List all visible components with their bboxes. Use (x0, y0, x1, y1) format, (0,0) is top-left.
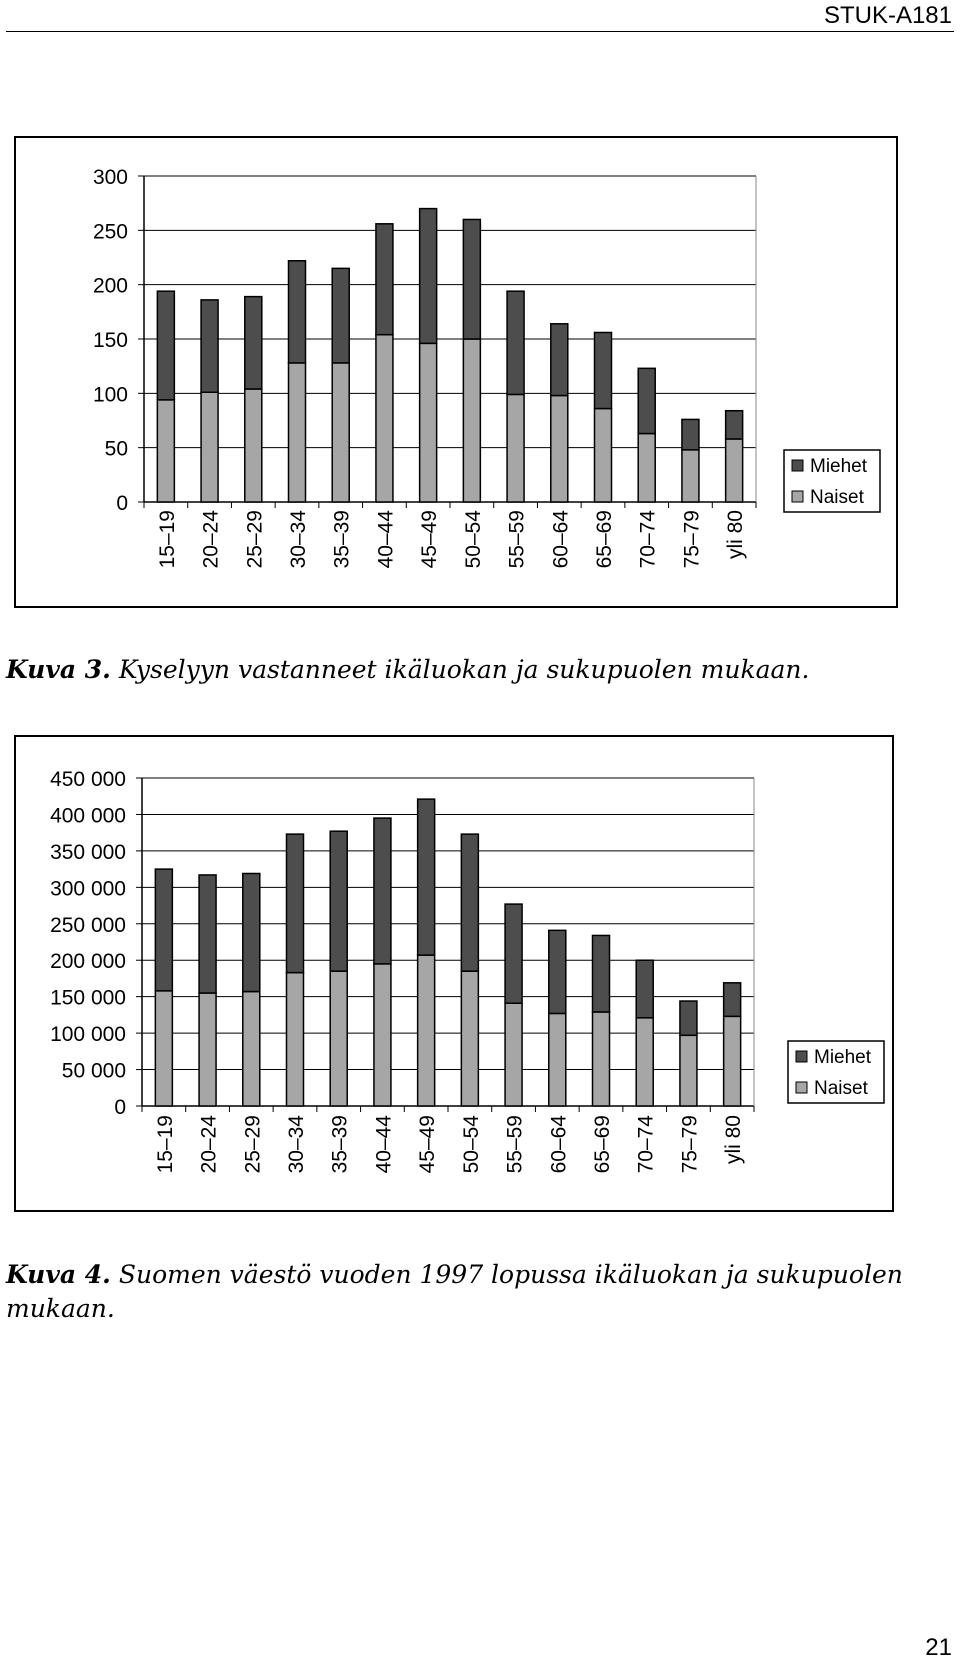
chart-respondents-svg (16, 138, 896, 606)
bar-miehet (420, 209, 437, 344)
caption-4-text: Suomen väestö vuoden 1997 lopussa ikäluokan ja sukupuolen mukaan. (6, 1260, 903, 1323)
legend-label-miehet: Miehet (810, 456, 868, 477)
bar-naiset (157, 400, 174, 502)
x-tick-label: 50–54 (459, 1115, 483, 1174)
bar-miehet (595, 332, 612, 408)
legend-label-miehet: Miehet (814, 1047, 872, 1068)
bar-miehet (289, 261, 306, 363)
bar-naiset (505, 1003, 522, 1106)
caption-figure-3 (6, 653, 946, 687)
y-tick-label: 250 (92, 220, 128, 244)
x-tick-label: 30–34 (287, 510, 310, 569)
x-tick-label: 65–69 (593, 510, 616, 569)
bar-naiset (418, 955, 435, 1106)
bar-naiset (201, 392, 218, 502)
y-tick-label: 150 (92, 329, 128, 352)
header-rule (6, 31, 954, 32)
x-tick-label: 20–24 (197, 1115, 221, 1174)
x-tick-label: 60–64 (549, 510, 573, 569)
x-tick-label: 40–44 (372, 1115, 396, 1174)
y-tick-label: 400 000 (50, 804, 126, 828)
bar-naiset (551, 396, 568, 502)
bar-naiset (682, 450, 699, 502)
bar-miehet (418, 799, 435, 955)
bar-naiset (243, 992, 260, 1106)
y-tick-label: 200 (92, 274, 128, 298)
bar-miehet (463, 219, 480, 339)
y-tick-label: 50 000 (61, 1059, 126, 1083)
y-tick-label: 0 (116, 492, 128, 515)
bar-naiset (593, 1012, 610, 1106)
bar-miehet (155, 869, 172, 991)
bar-miehet (638, 368, 655, 433)
x-tick-label: 15–19 (153, 1115, 177, 1174)
legend-swatch-naiset (792, 491, 803, 502)
x-tick-label: 75–79 (680, 510, 704, 569)
bar-naiset (332, 363, 349, 502)
bar-miehet (551, 324, 568, 396)
bar-naiset (245, 389, 262, 502)
x-tick-label: 30–34 (285, 1115, 308, 1174)
bar-miehet (726, 411, 743, 439)
bar-naiset (507, 394, 524, 502)
chart-population (14, 735, 894, 1212)
bar-naiset (680, 1035, 697, 1106)
bar-naiset (461, 971, 478, 1106)
y-tick-label: 150 000 (50, 986, 126, 1010)
bar-miehet (243, 873, 260, 991)
bar-naiset (289, 363, 306, 502)
y-tick-label: 200 000 (50, 950, 126, 974)
bar-naiset (638, 434, 655, 502)
caption-4-label: Kuva 4. (6, 1260, 111, 1289)
y-tick-label: 50 (104, 437, 128, 461)
bar-naiset (330, 971, 347, 1106)
x-tick-label: 50–54 (461, 510, 485, 569)
page-number: 21 (925, 1634, 952, 1661)
bar-naiset (726, 439, 743, 502)
legend-label-naiset: Naiset (810, 487, 864, 508)
bar-naiset (374, 964, 391, 1106)
bar-naiset (199, 993, 216, 1106)
legend-swatch-naiset (796, 1082, 807, 1093)
bar-miehet (505, 904, 522, 1003)
bar-miehet (330, 831, 347, 971)
legend-swatch-miehet (792, 460, 803, 471)
bar-naiset (155, 991, 172, 1106)
chart-respondents (14, 136, 898, 608)
bar-miehet (157, 291, 174, 400)
bar-miehet (199, 875, 216, 993)
x-tick-label: yli 80 (724, 510, 748, 560)
x-tick-label: 20–24 (199, 510, 223, 569)
y-tick-label: 350 000 (50, 840, 126, 864)
bar-miehet (461, 834, 478, 971)
chart-population-svg (16, 737, 892, 1210)
bar-miehet (549, 930, 566, 1013)
y-tick-label: 450 000 (50, 768, 126, 791)
bar-naiset (376, 335, 393, 502)
bar-miehet (245, 297, 262, 389)
bar-naiset (549, 1013, 566, 1106)
bar-miehet (724, 983, 741, 1017)
bar-naiset (463, 339, 480, 502)
y-tick-label: 100 (92, 383, 128, 407)
x-tick-label: 35–39 (330, 510, 354, 569)
x-tick-label: yli 80 (722, 1115, 746, 1165)
y-tick-label: 0 (114, 1096, 126, 1119)
bar-miehet (593, 935, 610, 1012)
bar-miehet (201, 300, 218, 392)
bar-miehet (332, 268, 349, 363)
x-tick-label: 25–29 (243, 510, 267, 569)
bar-naiset (595, 409, 612, 502)
bar-naiset (724, 1016, 741, 1106)
bar-miehet (376, 224, 393, 335)
caption-3-text: Kyselyyn vastanneet ikäluokan ja sukupuolen mukaan. (118, 655, 810, 684)
x-tick-label: 40–44 (374, 510, 398, 569)
bar-miehet (507, 291, 524, 394)
x-tick-label: 65–69 (591, 1115, 614, 1174)
caption-figure-4 (6, 1258, 946, 1326)
bar-miehet (682, 419, 699, 449)
x-tick-label: 70–74 (634, 1115, 658, 1174)
y-tick-label: 300 000 (50, 877, 126, 901)
bar-naiset (636, 1018, 653, 1106)
bar-miehet (680, 1001, 697, 1035)
bar-miehet (636, 960, 653, 1018)
bar-miehet (287, 834, 304, 972)
x-tick-label: 75–79 (678, 1115, 702, 1174)
x-tick-label: 25–29 (241, 1115, 265, 1174)
y-tick-label: 250 000 (50, 913, 126, 937)
legend-label-naiset: Naiset (814, 1078, 868, 1099)
caption-3-label: Kuva 3. (6, 655, 111, 684)
report-code: STUK-A181 (823, 2, 952, 29)
legend-swatch-miehet (796, 1051, 807, 1062)
x-tick-label: 35–39 (328, 1115, 352, 1174)
x-tick-label: 45–49 (418, 510, 442, 569)
x-tick-label: 60–64 (547, 1115, 571, 1174)
bar-naiset (420, 343, 437, 502)
x-tick-label: 70–74 (636, 510, 660, 569)
x-tick-label: 15–19 (155, 510, 179, 569)
bar-miehet (374, 818, 391, 964)
y-tick-label: 100 000 (50, 1023, 126, 1047)
x-tick-label: 55–59 (503, 1115, 527, 1174)
bar-naiset (287, 973, 304, 1106)
x-tick-label: 55–59 (505, 509, 529, 569)
x-tick-label: 45–49 (416, 1115, 440, 1174)
y-tick-label: 300 (92, 166, 128, 189)
